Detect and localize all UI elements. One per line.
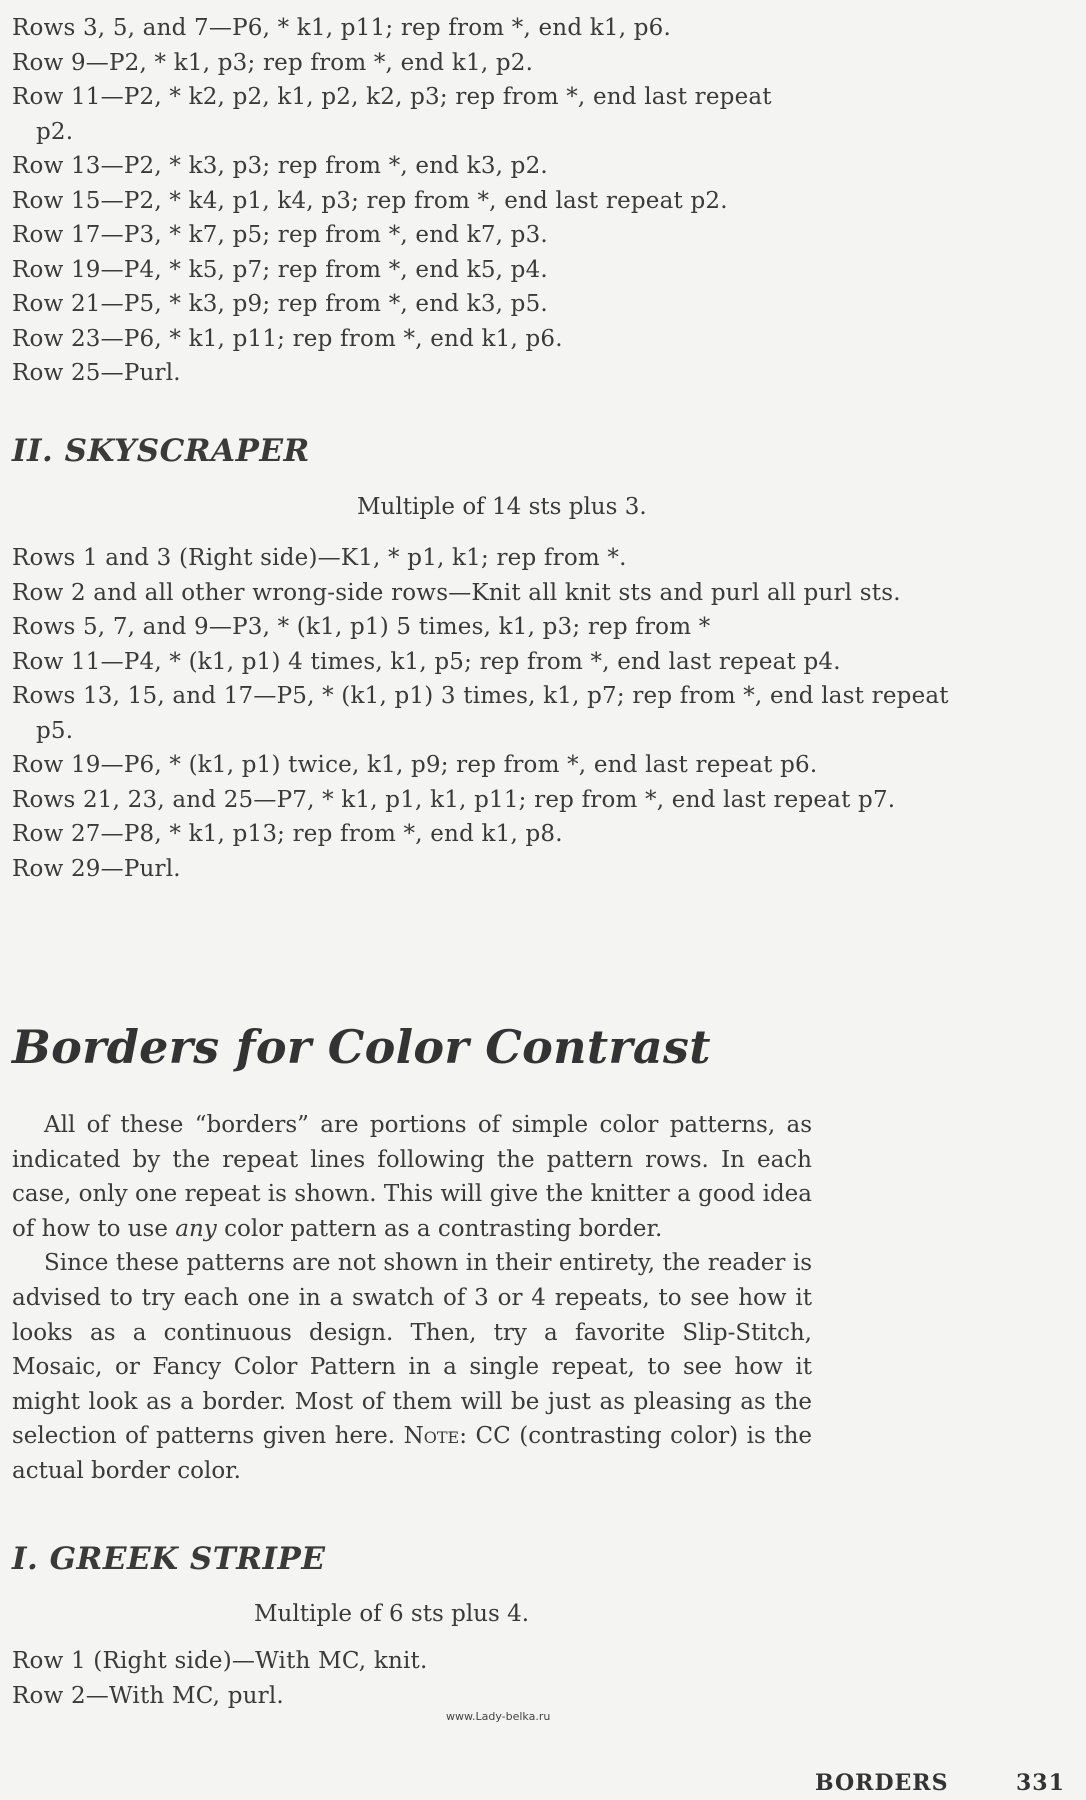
row-line: Rows 3, 5, and 7—P6, * k1, p11; rep from *, end k1, p6. <box>12 15 672 41</box>
row-line <box>12 80 772 149</box>
row-line: Row 17—P3, * k7, p5; rep from *, end k7, p3. <box>12 222 548 248</box>
greek-stripe-rows <box>12 1644 427 1713</box>
row-text: Row 11—P2, * k2, p2, k1, p2, k2, p3; rep from *, end last repeat <box>12 84 772 110</box>
row-line: Row 25—Purl. <box>12 360 181 386</box>
page-number: 331 <box>1016 1770 1065 1796</box>
skyscraper-multiple: Multiple of 14 sts plus 3. <box>357 494 647 520</box>
skyscraper-heading: II. SKYSCRAPER <box>12 433 310 469</box>
paragraph: All of these “borders” are portions of simple color patterns, as indicated by the repeat lines following the pattern rows. In each case, only one repeat is shown. This will give the knitter a good idea of how to use any color pattern as a contrasting border. <box>12 1112 812 1242</box>
intro-text <box>12 1108 812 1489</box>
running-footer: BORDERS <box>815 1770 949 1796</box>
row-line: Rows 1 and 3 (Right side)—K1, * p1, k1; rep from *. <box>12 545 627 571</box>
paragraph: Since these patterns are not shown in their entirety, the reader is advised to try each one in a swatch of 3 or 4 repeats, to see how it looks as a continuous design. Then, try a favorite Slip-Stitch, Mosaic, or Fancy Color Pattern in a single repeat, to see how it might look as a border. Most of them will be just as pleasing as the selection of patterns given here. Note: CC (contrasting color) is the actual border color. <box>12 1250 812 1484</box>
row-line: Rows 21, 23, and 25—P7, * k1, p1, k1, p11; rep from *, end last repeat p7. <box>12 786 896 813</box>
row-line: Row 23—P6, * k1, p11; rep from *, end k1, p6. <box>12 325 563 352</box>
row-line: Row 13—P2, * k3, p3; rep from *, end k3, p2. <box>12 153 548 179</box>
row-line: Row 19—P4, * k5, p7; rep from *, end k5, p4. <box>12 256 548 283</box>
section-title: Borders for Color Contrast <box>12 1020 711 1074</box>
row-line: Row 11—P4, * (k1, p1) 4 times, k1, p5; rep from *, end last repeat p4. <box>12 648 841 675</box>
row-line: Row 9—P2, * k1, p3; rep from *, end k1, p2. <box>12 49 534 76</box>
row-line: Row 1 (Right side)—With MC, knit. <box>12 1648 428 1674</box>
greek-stripe-multiple: Multiple of 6 sts plus 4. <box>254 1601 530 1627</box>
row-line: Row 27—P8, * k1, p13; rep from *, end k1, p8. <box>12 821 563 847</box>
top-rows <box>12 11 772 391</box>
row-line: Row 21—P5, * k3, p9; rep from *, end k3, p5. <box>12 291 548 317</box>
row-line: Row 15—P2, * k4, p1, k4, p3; rep from *, end last repeat p2. <box>12 187 728 214</box>
row-continuation: p2. <box>36 118 74 145</box>
greek-stripe-heading: I. GREEK STRIPE <box>12 1541 326 1577</box>
row-line: Row 2—With MC, purl. <box>12 1682 284 1709</box>
watermark: www.Lady-belka.ru <box>446 1710 551 1723</box>
row-line <box>12 679 949 748</box>
row-continuation: p5. <box>36 717 74 744</box>
skyscraper-rows <box>12 541 949 886</box>
row-text: Rows 13, 15, and 17—P5, * (k1, p1) 3 times, k1, p7; rep from *, end last repeat <box>12 683 949 709</box>
row-line: Row 2 and all other wrong-side rows—Knit all knit sts and purl all purl sts. <box>12 579 901 606</box>
row-line: Rows 5, 7, and 9—P3, * (k1, p1) 5 times, k1, p3; rep from * <box>12 614 711 640</box>
row-line: Row 19—P6, * (k1, p1) twice, k1, p9; rep from *, end last repeat p6. <box>12 752 818 778</box>
row-line: Row 29—Purl. <box>12 855 181 882</box>
